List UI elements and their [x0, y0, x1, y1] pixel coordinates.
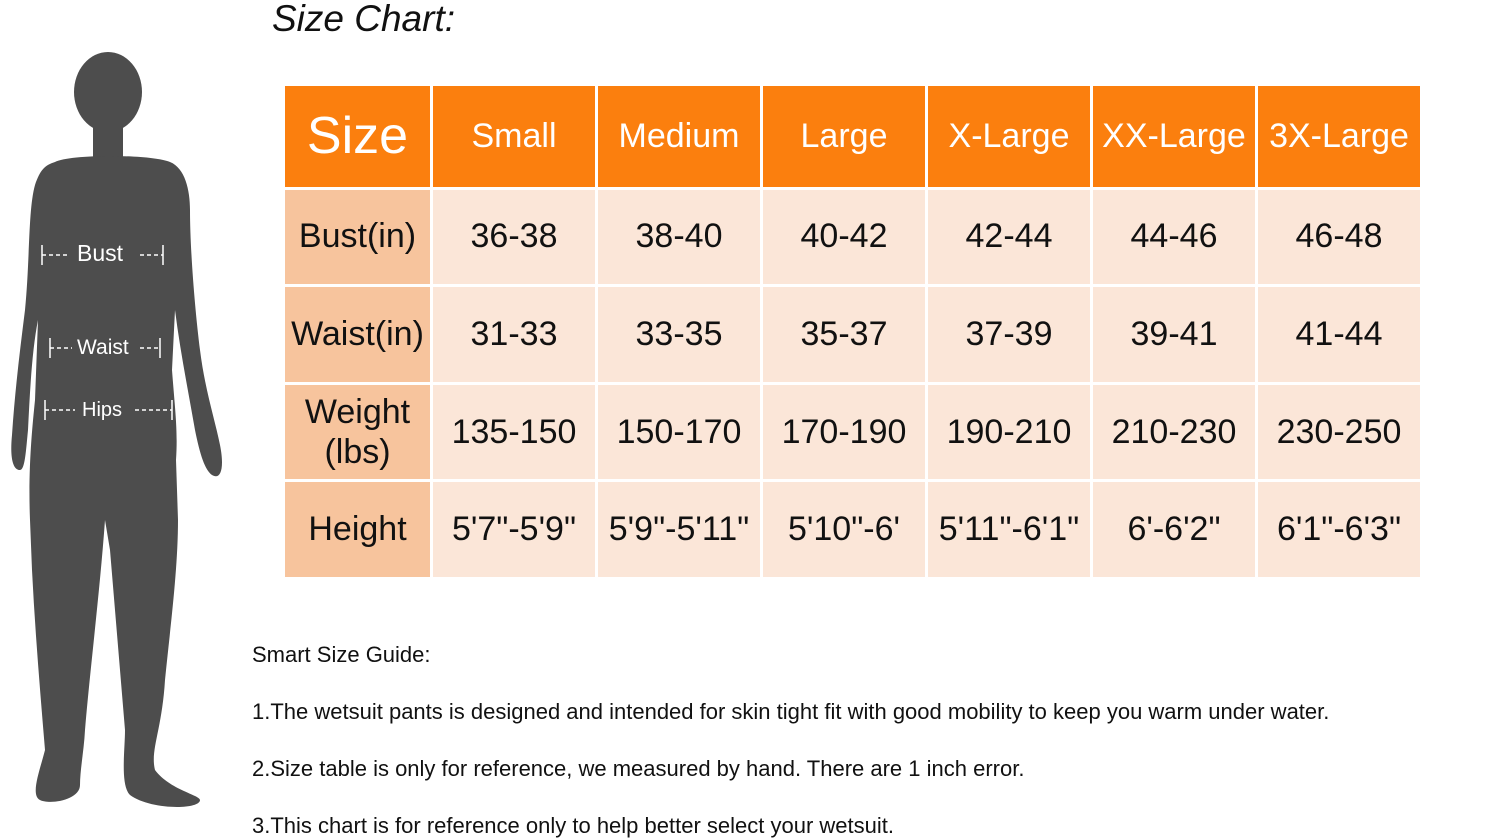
table-cell: 41-44 — [1258, 287, 1423, 385]
column-header: XX-Large — [1093, 86, 1258, 190]
chart-title: Size Chart: — [272, 0, 456, 39]
row-label-waist: Waist(in) — [285, 287, 433, 385]
bust-label: Bust — [77, 240, 124, 266]
row-label-weight — [285, 385, 433, 483]
table-cell: 38-40 — [598, 190, 763, 288]
table-cell: 37-39 — [928, 287, 1093, 385]
waist-label: Waist — [77, 336, 129, 359]
table-row — [285, 482, 1423, 580]
table-cell: 170-190 — [763, 385, 928, 483]
guide-item: 2.Size table is only for reference, we measured by hand. There are 1 inch error. — [252, 756, 1025, 781]
table-row — [285, 287, 1423, 385]
hips-label: Hips — [82, 399, 123, 421]
body-silhouette-figure — [0, 50, 240, 840]
table-cell: 230-250 — [1258, 385, 1423, 483]
column-header: Small — [433, 86, 598, 190]
table-cell: 33-35 — [598, 287, 763, 385]
row-label-line: (lbs) — [324, 433, 391, 472]
guide-item: 3.This chart is for reference only to help better select your wetsuit. — [252, 813, 894, 838]
size-header-cell: Size — [285, 86, 433, 190]
row-label-line: Weight — [304, 393, 411, 432]
table-cell: 5'10"-6' — [763, 482, 928, 580]
table-header-row — [285, 86, 1423, 190]
table-cell: 5'11"-6'1" — [928, 482, 1093, 580]
table-row — [285, 190, 1423, 288]
column-header: Large — [763, 86, 928, 190]
table-cell: 44-46 — [1093, 190, 1258, 288]
column-header: 3X-Large — [1258, 86, 1423, 190]
table-cell: 210-230 — [1093, 385, 1258, 483]
row-label-height: Height — [285, 482, 433, 580]
body-silhouette-icon — [0, 50, 240, 840]
table-cell: 40-42 — [763, 190, 928, 288]
table-cell: 31-33 — [433, 287, 598, 385]
column-header: Medium — [598, 86, 763, 190]
column-header: X-Large — [928, 86, 1093, 190]
table-cell: 5'9"-5'11" — [598, 482, 763, 580]
size-chart-table — [285, 86, 1423, 580]
table-cell: 36-38 — [433, 190, 598, 288]
table-cell: 5'7"-5'9" — [433, 482, 598, 580]
table-cell: 35-37 — [763, 287, 928, 385]
table-cell: 135-150 — [433, 385, 598, 483]
table-cell: 6'1"-6'3" — [1258, 482, 1423, 580]
row-label-bust: Bust(in) — [285, 190, 433, 288]
table-cell: 6'-6'2" — [1093, 482, 1258, 580]
table-row — [285, 385, 1423, 483]
guide-heading: Smart Size Guide: — [252, 642, 431, 667]
table-cell: 190-210 — [928, 385, 1093, 483]
table-cell: 46-48 — [1258, 190, 1423, 288]
table-cell: 150-170 — [598, 385, 763, 483]
guide-item: 1.The wetsuit pants is designed and intended for skin tight fit with good mobility to keep you warm under water. — [252, 699, 1330, 724]
table-cell: 39-41 — [1093, 287, 1258, 385]
table-cell: 42-44 — [928, 190, 1093, 288]
